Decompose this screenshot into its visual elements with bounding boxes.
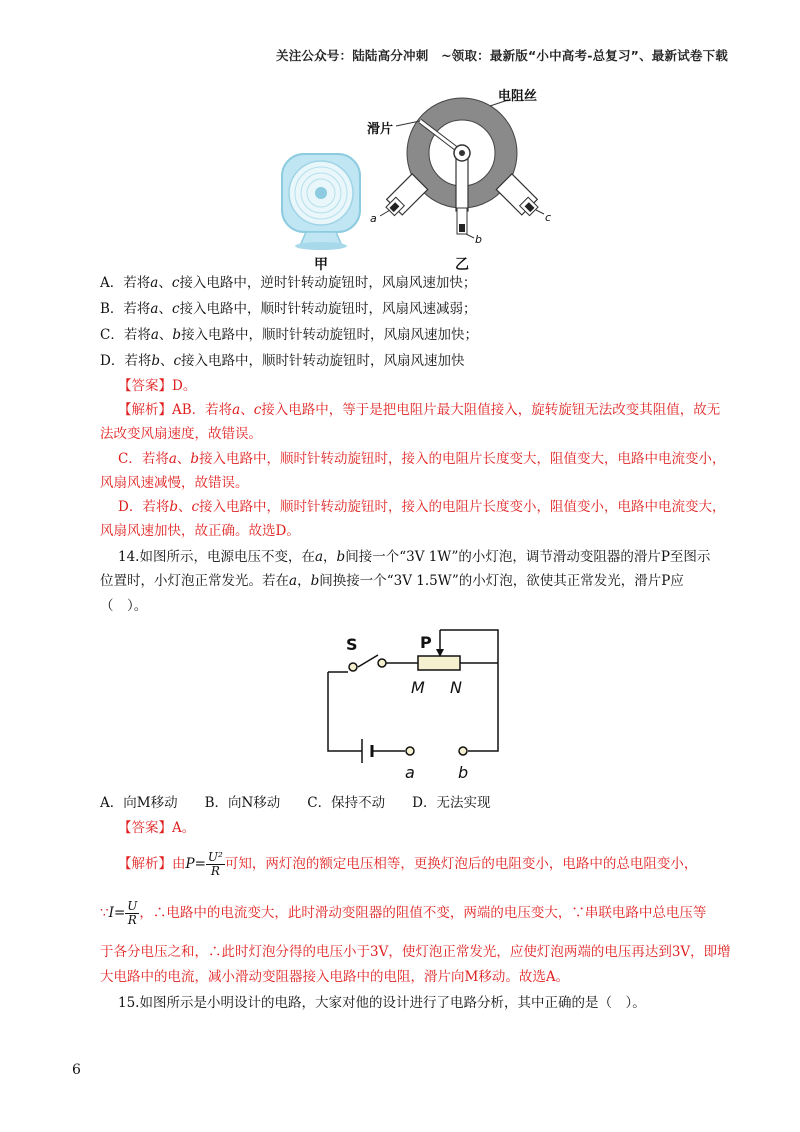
label-a: a [370,212,377,225]
q14-answer: 【答案】A。 [118,820,196,836]
q14-stem-2: 位置时，小灯泡正常发光。若在a，b间换接一个“3V 1.5W”的小灯泡，欲使其正常发光，滑片P应 [100,573,684,589]
caption-yi: 乙 [455,257,469,273]
circuit-label-p: P [420,633,432,652]
page-header: 关注公众号：陆陆高分冲刺 ~领取：最新版“小中高考-总复习”、最新试卷下载 [276,48,728,63]
q15-stem: 15.如图所示是小明设计的电路，大家对他的设计进行了电路分析，其中正确的是（ ）。 [118,995,646,1011]
circuit-label-s: S [346,635,358,654]
battery-symbol [362,739,372,763]
q14-explanation-4: 大电路中的电流，减小滑动变阻器接入电路中的电阻，滑片向M移动。故选A。 [100,969,570,985]
switch-terminal-right [378,659,386,667]
figure-fan-potentiometer [270,88,580,273]
q13-answer: 【答案】D。 [118,378,197,394]
q13-option-a: A．若将a、c接入电路中，逆时针转动旋钮时，风扇风速加快； [100,275,477,291]
q13-option-c: C．若将a、b接入电路中，顺时针转动旋钮时，风扇风速加快； [100,327,479,343]
caption-jia: 甲 [314,257,328,273]
rheostat-body [418,656,460,670]
page-number: 6 [72,1062,81,1078]
label-slider: 滑片 [367,122,394,137]
q14-options: A．向M移动 B．向N移动 C．保持不动 D．无法实现 [100,795,491,811]
fan-illustration [282,154,360,250]
q14-stem-1: 14.如图所示，电源电压不变，在a，b间接一个“3V 1W”的小灯泡，调节滑动变阻器的滑片P至图示 [118,549,711,565]
q14-explanation-3: 于各分电压之和，∴此时灯泡分得的电压小于3V，使灯泡正常发光，应使灯泡两端的电压再达到3V，即增 [100,944,731,960]
switch-terminal-left [349,663,357,671]
q14-stem-3: （ ）。 [100,598,148,614]
circuit-label-b: b [458,763,469,782]
label-wire: 电阻丝 [498,89,538,104]
q13-explanation-3: C．若将a、b接入电路中，顺时针转动旋钮时，接入的电阻片长度变大，阻值变大，电路中电流变小， [118,451,726,467]
q13-explanation-6: 风扇风速加快，故正确。故选D。 [100,523,300,539]
q14-explanation-1: 【解析】由P= $\frac{\text{U²}}{R}$ 可知，两灯泡的额定电压相等，更换灯泡后的电阻变小，电路中的总电阻变小， [118,850,698,878]
label-b: b [475,233,482,246]
terminal-a [406,747,414,755]
circuit-label-a: a [405,763,415,782]
q14-explanation-2: ∵I= $\frac{U}{R}$ ，∴电路中的电流变大，此时滑动变阻器的阻值不变，两端的电压变大，∵串联电路中总电压等 [100,899,707,927]
potentiometer-diagram [380,98,544,238]
q13-explanation-4: 风扇风速减慢，故错误。 [100,475,249,491]
q13-explanation-1: 【解析】AB．若将a、c接入电路中，等于是把电阻片最大阻值接入，旋转旋钮无法改变其阻值，故无 [118,402,721,418]
q13-explanation-2: 法改变风扇速度，故错误。 [100,426,262,442]
circuit-label-n: N [450,678,462,697]
terminal-b [459,747,467,755]
q13-option-d: D．若将b、c接入电路中，顺时针转动旋钮时，风扇风速加快 [100,353,465,369]
q13-option-b: B．若将a、c接入电路中，顺时针转动旋钮时，风扇风速减弱； [100,301,477,317]
circuit-label-m: M [411,678,425,697]
label-c: c [545,211,552,224]
circuit-diagram [310,615,510,785]
q13-explanation-5: D．若将b、c接入电路中，顺时针转动旋钮时，接入的电阻片长度变小，阻值变小，电路中电流变大， [118,499,726,515]
